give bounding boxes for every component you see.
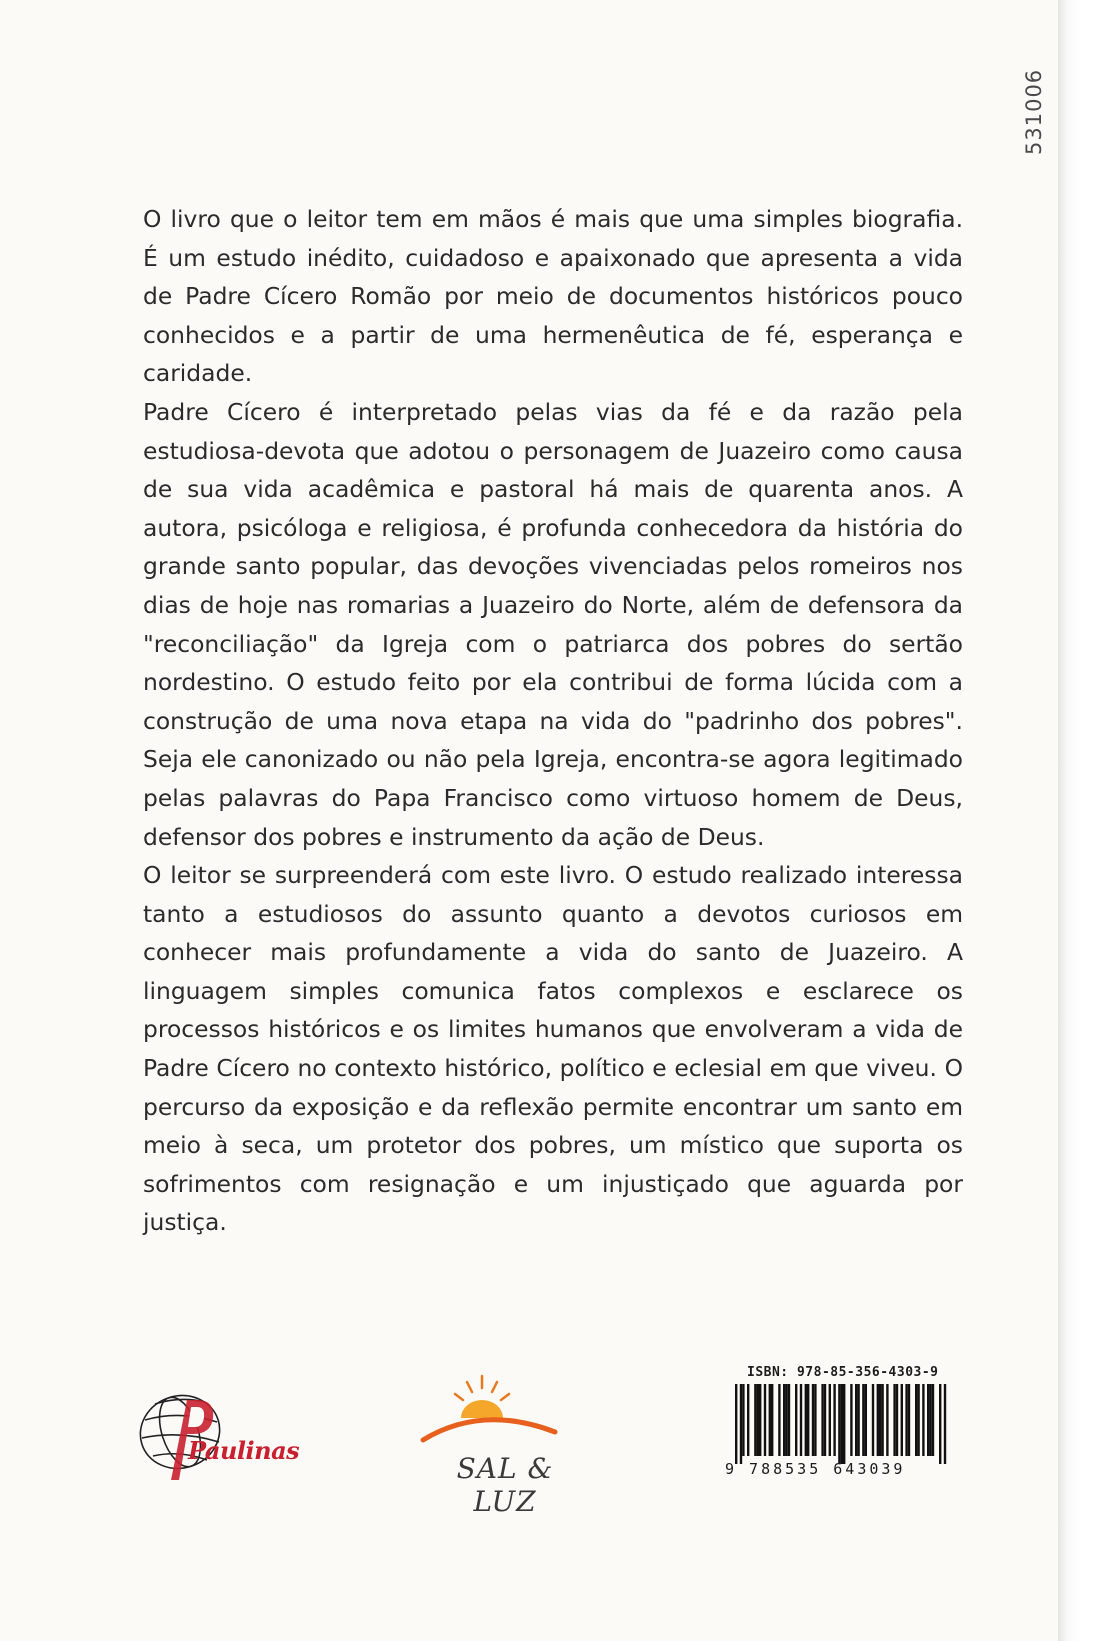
barcode-bar <box>872 1384 874 1456</box>
barcode-bar <box>783 1384 785 1456</box>
barcode-bar <box>800 1384 802 1456</box>
sal-luz-logo <box>415 1370 595 1518</box>
barcode-bar <box>814 1384 816 1456</box>
barcode-bar <box>742 1384 744 1456</box>
barcode-bar <box>896 1384 898 1456</box>
barcode-bar <box>922 1384 924 1456</box>
barcode-bar <box>778 1384 780 1456</box>
barcode-bar <box>812 1384 814 1456</box>
barcode-bar <box>795 1384 797 1456</box>
sunrise-icon <box>415 1370 595 1460</box>
barcode-bar <box>855 1384 857 1456</box>
barcode-bar <box>850 1384 852 1456</box>
barcode-bar <box>740 1384 742 1464</box>
barcode-bar <box>857 1384 859 1456</box>
barcode-bar <box>917 1384 919 1456</box>
barcode-bar <box>821 1384 823 1456</box>
catalog-number: 531006 <box>1022 68 1046 155</box>
barcode-bar <box>877 1384 879 1456</box>
barcode-icon <box>725 1384 960 1464</box>
isbn-barcode <box>725 1365 960 1500</box>
barcode-bar <box>905 1384 907 1456</box>
barcode-bar <box>886 1384 888 1456</box>
barcode-digits: 9 788535 643039 <box>725 1460 906 1478</box>
barcode-bar <box>944 1384 946 1464</box>
barcode-bar <box>764 1384 766 1456</box>
barcode-bar <box>881 1384 883 1456</box>
barcode-bar <box>862 1384 864 1456</box>
barcode-bar <box>841 1384 843 1464</box>
barcode-bar <box>769 1384 771 1456</box>
barcode-bar <box>735 1384 737 1464</box>
barcode-bar <box>939 1384 941 1464</box>
barcode-bar <box>759 1384 761 1456</box>
barcode-bar <box>843 1384 845 1464</box>
sal-luz-wordmark: SAL & LUZ <box>456 1452 554 1518</box>
blurb-paragraph: O leitor se surpreenderá com este livro. O estudo realizado interessa tanto a estudiosos do assunto quanto a devotos curiosos em conhecer mais profundamente a vida do santo de Juazeiro. A linguagem simples comunica fatos complexos e esclarece os processos históricos e os limites humanos que envolveram a vida de Padre Cícero no contexto histórico, político e eclesial em que viveu. O percurso da exposição e da reflexão permite encontrar um santo em meio à seca, um protetor dos pobres, um místico que suporta os sofrimentos com resignação e um injustiçado que aguarda por justiça. <box>143 861 963 1237</box>
barcode-bar <box>824 1384 826 1456</box>
barcode-bar <box>915 1384 917 1456</box>
barcode-bar <box>807 1384 809 1456</box>
barcode-bar <box>879 1384 881 1456</box>
barcode-bar <box>865 1384 867 1456</box>
blurb-paragraph: Padre Cícero é interpretado pelas vias da fé e da razão pela estudiosa-devota que adotou o personagem de Juazeiro como causa de sua vida acadêmica e pastoral há mais de quarenta anos. A autora, psicóloga e religiosa, é profunda conhecedora da história do grande santo popular, das devoções vivenciadas pelos romeiros nos dias de hoje nas romarias a Juazeiro do Norte, além de defensora da "reconciliação" da Igreja com o patriarca dos pobres do sertão nordestino. O estudo feito por ela contribui de forma lúcida com a construção de uma nova etapa na vida do "padrinho dos pobres". Seja ele canonizado ou não pela Igreja, encontra-se agora legitimado pelas palavras do Papa Francisco como virtuoso homem de Deus, defensor dos pobres e instrumento da ação de Deus. <box>143 397 963 851</box>
barcode-bar <box>747 1384 749 1456</box>
globe-icon <box>135 1380 295 1490</box>
isbn-label: ISBN: 978-85-356-4303-9 <box>747 1365 939 1380</box>
barcode-bar <box>838 1384 840 1464</box>
page-edge <box>1058 0 1080 1641</box>
barcode-bar <box>771 1384 773 1456</box>
barcode-bar <box>785 1384 787 1456</box>
paulinas-logo <box>135 1380 300 1490</box>
barcode-bar <box>833 1384 835 1456</box>
blurb-paragraph: O livro que o leitor tem em mãos é mais que uma simples biografia. É um estudo inédito, cuidadoso e apaixonado que apresenta a vida de Padre Cícero Romão por meio de documentos históricos pouco conhecidos e a partir de uma hermenêutica de fé, esperança e caridade. <box>143 205 963 388</box>
barcode-bar <box>757 1384 759 1456</box>
barcode-bar <box>788 1384 790 1456</box>
barcode-bar <box>929 1384 931 1456</box>
blurb-text <box>143 200 963 1242</box>
barcode-bar <box>829 1384 831 1456</box>
barcode-bar <box>893 1384 895 1456</box>
barcode-bar <box>927 1384 929 1456</box>
barcode-bar <box>908 1384 910 1456</box>
barcode-bar <box>901 1384 903 1456</box>
barcode-bar <box>932 1384 934 1456</box>
barcode-bar <box>805 1384 807 1456</box>
barcode-bar <box>754 1384 756 1456</box>
paulinas-wordmark: Paulinas <box>188 1436 300 1465</box>
